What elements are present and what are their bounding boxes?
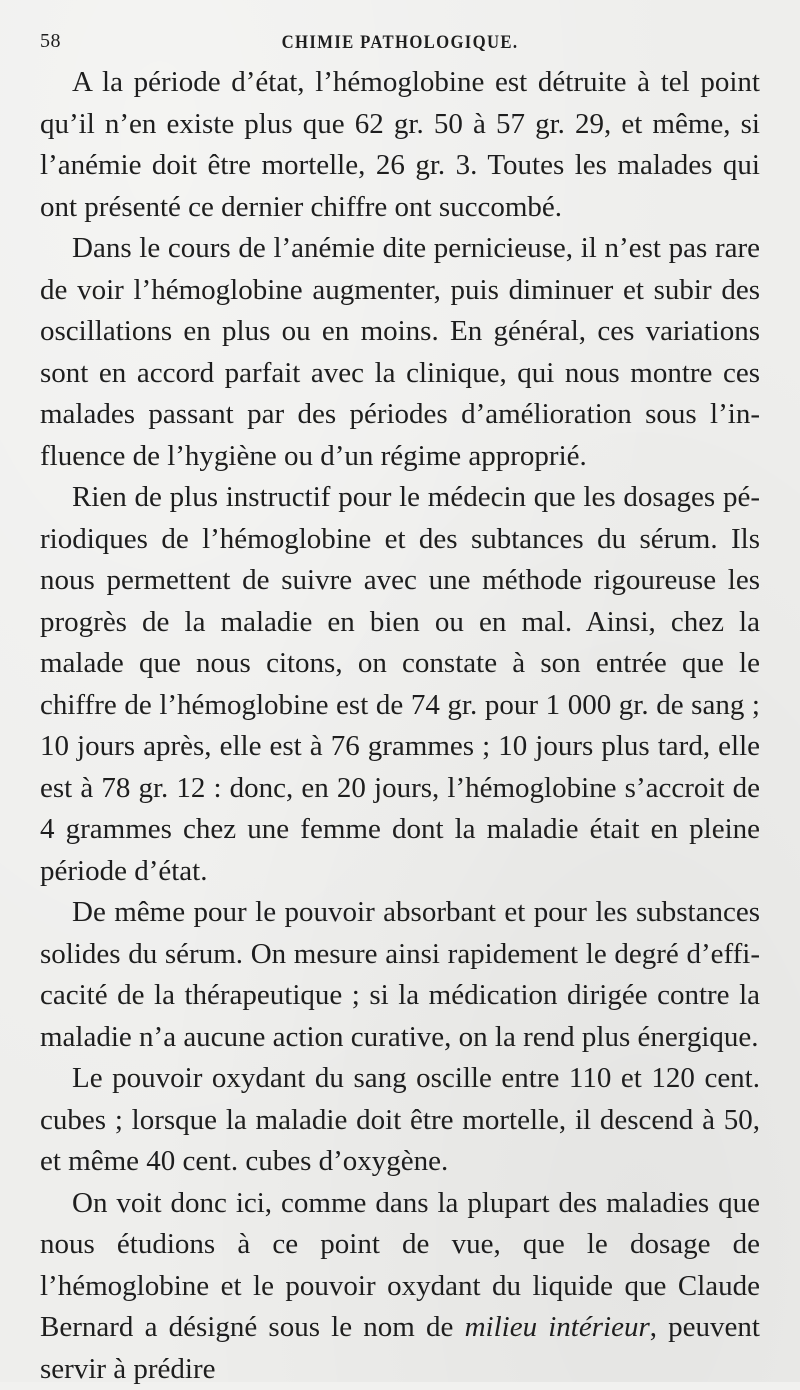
page-number: 58 [40,30,61,53]
paragraph-6-emphasis: milieu intérieur [465,1311,650,1343]
paragraph-6-text-after: , peuvent servir à prédire [40,1311,760,1385]
body-text [40,62,760,1390]
paragraph-3: Rien de plus instructif pour le médecin que les dosages périodiques de l’hémoglobine et des subtances du sérum. Ils nous permettent de suivre avec une méthode rigoureuse les progrès de la maladie en bien ou en mal. Ainsi, chez la malade que nous citons, on constate à son entrée que le chiffre de l’hémoglobine est de 74 gr. pour 1 000 gr. de sang ; 10 jours après, elle est à 76 grammes ; 10 jours plus tard, elle est à 78 gr. 12 : donc, en 20 jours, l’hémoglobine s’accroit de 4 grammes chez une femme dont la maladie était en pleine période d’état. [40,477,760,892]
paragraph-6 [40,1183,760,1390]
paragraph-4: De même pour le pouvoir absorbant et pour les substances solides du sérum. On mesure ainsi rapidement le degré d’efficacité de la thérapeutique ; si la médication dirigée contre la maladie n’a aucune action curative, on la rend plus énergique. [40,892,760,1058]
paragraph-6-text-before: On voit donc ici, comme dans la plupart des maladies que nous étudions à ce point de vue, que le dosage de l’hémoglobine et le pouvoir oxydant du liquide que Claude Bernard a désigné sous le nom de [40,1187,760,1344]
paragraph-2: Dans le cours de l’anémie dite pernicieuse, il n’est pas rare de voir l’hémoglobine augmenter, puis diminuer et subir des oscillations en plus ou en moins. En général, ces variations sont en accord parfait avec la clinique, qui nous montre ces malades passant par des périodes d’amélioration sous l’influence de l’hygiène ou d’un régime approprié. [40,228,760,477]
paragraph-5: Le pouvoir oxydant du sang oscille entre 110 et 120 cent. cubes ; lorsque la maladie doit être mortelle, il descend à 50, et même 40 cent. cubes d’oxygène. [40,1058,760,1183]
paragraph-1: A la période d’état, l’hémoglobine est détruite à tel point qu’il n’en existe plus que 62 gr. 50 à 57 gr. 29, et même, si l’anémie doit être mortelle, 26 gr. 3. Toutes les malades qui ont présenté ce dernier chiffre ont succombé. [40,62,760,228]
page-header [40,30,760,58]
running-title: CHIMIE PATHOLOGIQUE. [83,32,717,54]
